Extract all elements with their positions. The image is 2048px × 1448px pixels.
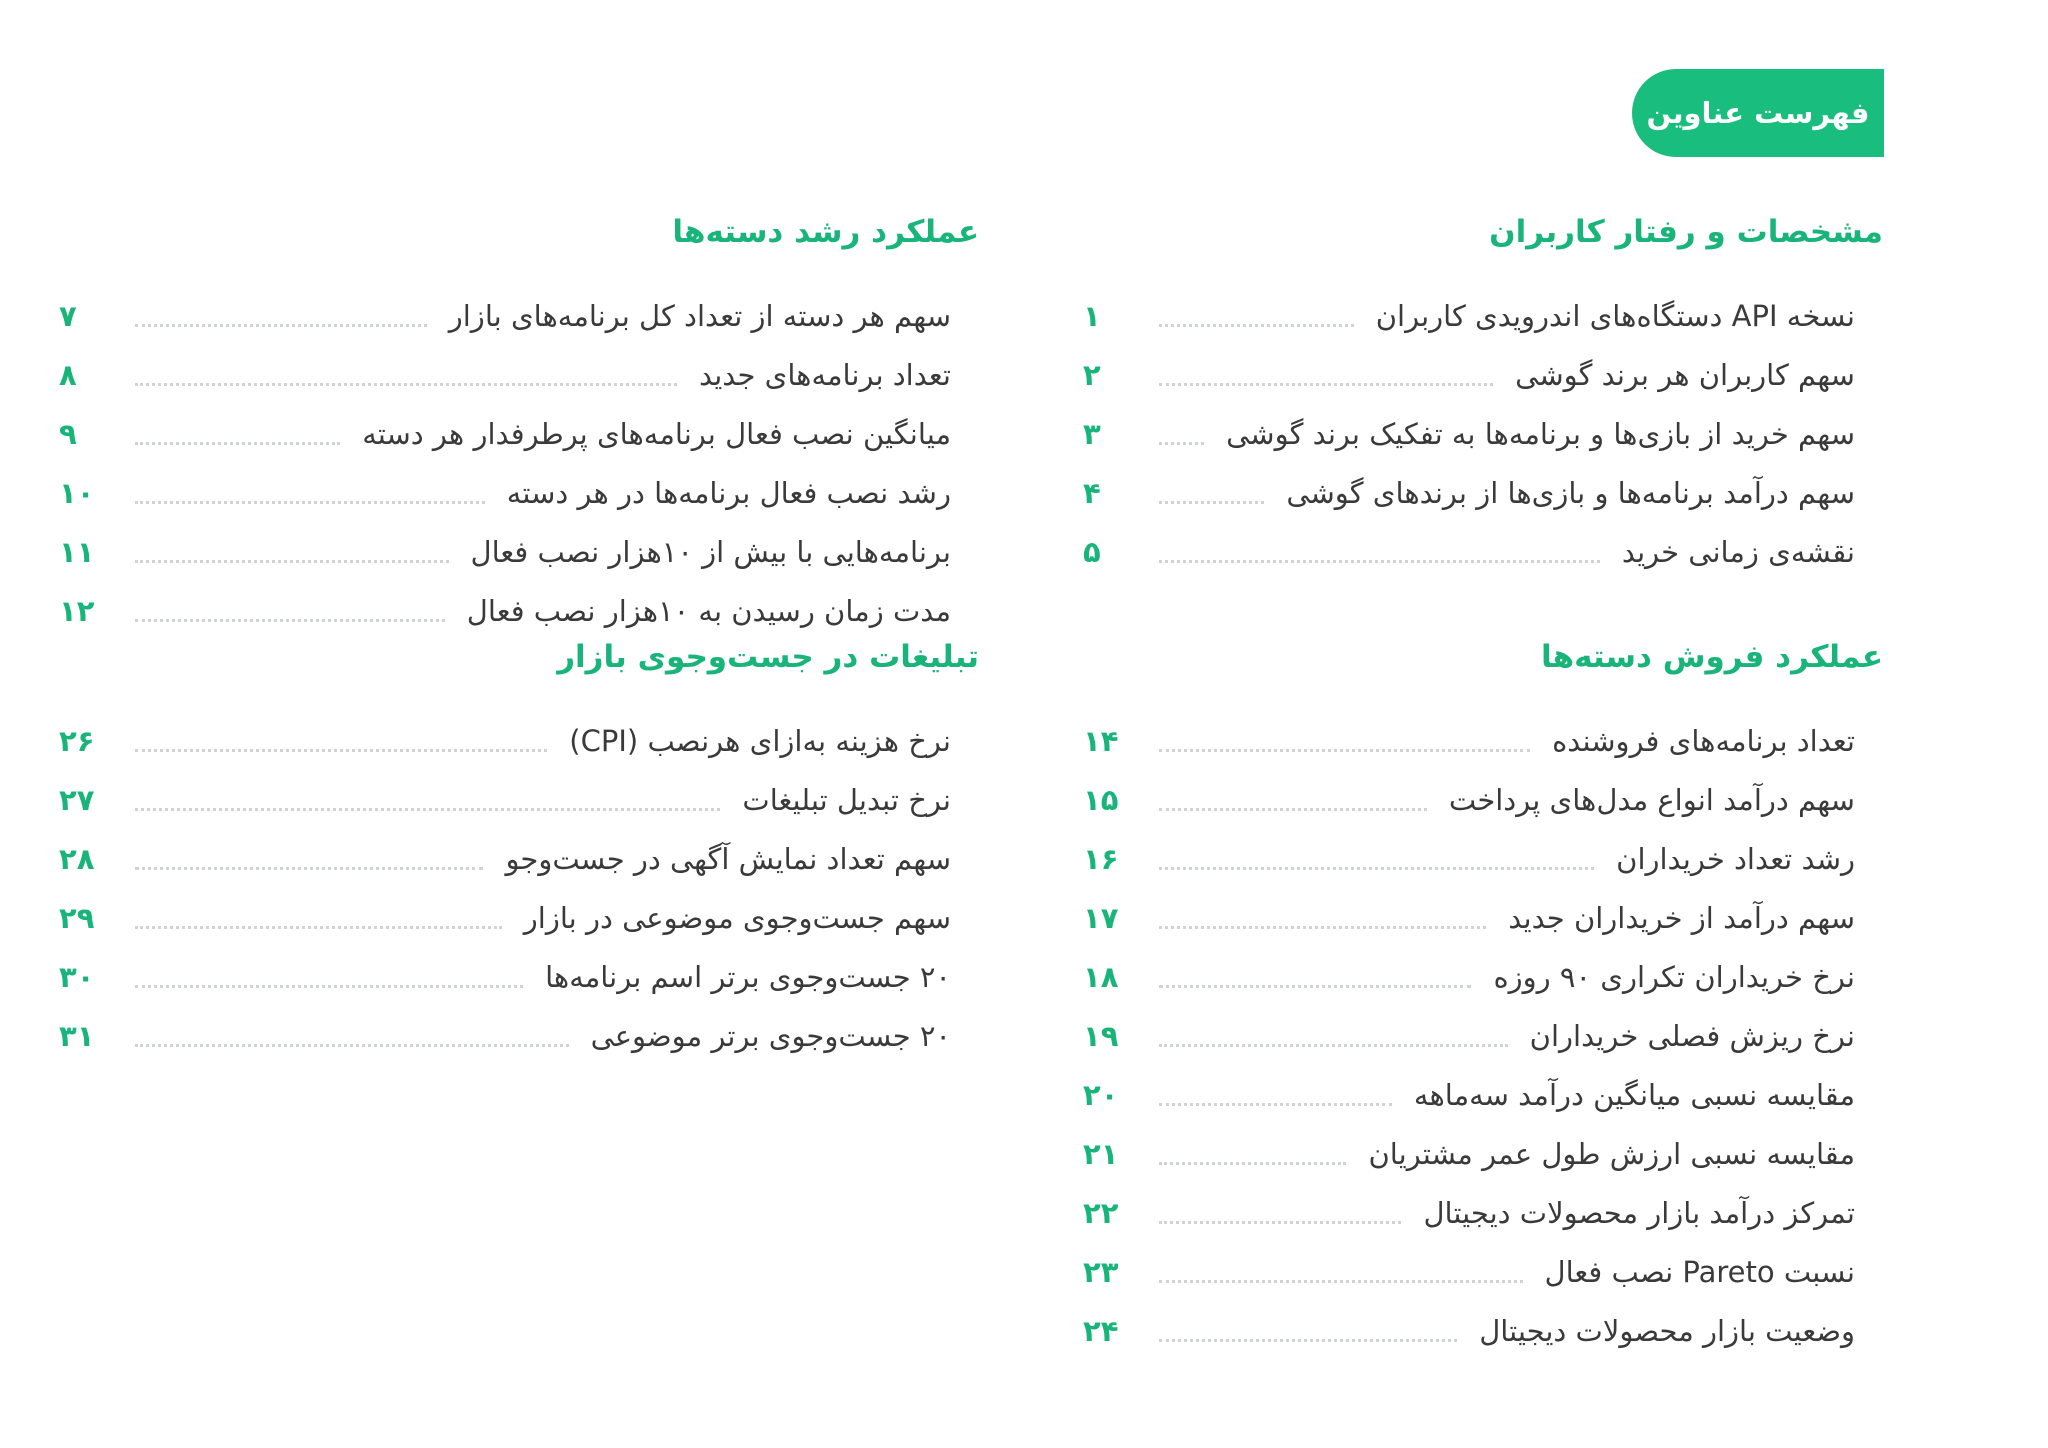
toc-entry[interactable] [1083,829,1883,888]
toc-list [1083,286,1883,581]
toc-page-number: ۴ [1083,475,1101,510]
toc-page-number: ۳ [1083,416,1101,451]
toc-page-number: ۱۲ [59,593,95,628]
toc-page-number: ۲۱ [1083,1136,1119,1171]
toc-entry[interactable] [1083,1242,1883,1301]
toc-page-number: ۲۰ [1083,1077,1119,1112]
dotted-leader [135,985,523,988]
dotted-leader [135,1044,569,1047]
toc-entry-title: نرخ تبدیل تبلیغات [742,782,951,817]
dotted-leader [1159,985,1471,988]
toc-entry[interactable] [1083,1065,1883,1124]
toc-entry-title: سهم کاربران هر برند گوشی [1515,357,1855,392]
dotted-leader [1159,1162,1346,1165]
toc-page-number: ۲۴ [1083,1313,1119,1348]
toc-entry-title: تعداد برنامه‌های جدید [698,357,951,392]
toc-entry[interactable] [59,404,979,463]
dotted-leader [1159,560,1600,563]
toc-entry[interactable] [59,947,979,1006]
toc-entry-title: ۲۰ جست‌وجوی برتر موضوعی [590,1018,951,1053]
dotted-leader [135,501,485,504]
dotted-leader [135,324,427,327]
toc-entry-title: تعداد برنامه‌های فروشنده [1552,723,1855,758]
section-user-behavior [1083,212,1883,581]
toc-entry-title: رشد نصب فعال برنامه‌ها در هر دسته [506,475,951,510]
toc-page-number: ۲۸ [59,841,95,876]
dotted-leader [135,749,547,752]
toc-entry[interactable] [1083,463,1883,522]
section-title: عملکرد فروش دسته‌ها [1540,639,1883,675]
toc-page-number: ۱۵ [1083,782,1119,817]
toc-entry-title: سهم درآمد انواع مدل‌های پرداخت [1448,782,1855,817]
section-title: عملکرد رشد دسته‌ها [672,214,979,250]
toc-entry[interactable] [59,286,979,345]
toc-entry-title: میانگین نصب فعال برنامه‌های پرطرفدار هر دسته [362,416,951,451]
section-search-ads [59,637,979,1065]
toc-entry[interactable] [1083,1301,1883,1360]
toc-entry-title: مقایسه نسبی ارزش طول عمر مشتریان [1368,1136,1855,1171]
toc-entry[interactable] [1083,345,1883,404]
toc-entry[interactable] [1083,711,1883,770]
dotted-leader [135,383,677,386]
toc-page-number: ۲۶ [59,723,95,758]
section-category-sales [1083,637,1883,1360]
toc-entry[interactable] [1083,1124,1883,1183]
toc-entry[interactable] [59,770,979,829]
toc-page-number: ۱۴ [1083,723,1119,758]
toc-page-number: ۳۰ [59,959,95,994]
dotted-leader [1159,1044,1508,1047]
dotted-leader [1159,926,1486,929]
toc-entry-title: سهم خرید از بازی‌ها و برنامه‌ها به تفکیک برند گوشی [1226,416,1855,451]
toc-page-number: ۱۶ [1083,841,1119,876]
dotted-leader [1159,867,1594,870]
toc-entry-title: سهم هر دسته از تعداد کل برنامه‌های بازار [448,298,951,333]
toc-entry-title: سهم تعداد نمایش آگهی در جست‌وجو [505,841,951,876]
toc-entry-title: نسخه API دستگاه‌های اندرویدی کاربران [1375,298,1855,333]
toc-page-number: ۵ [1083,534,1101,569]
toc-page-number: ۳۱ [59,1018,95,1053]
toc-entry-title: نسبت Pareto نصب فعال [1544,1254,1855,1289]
dotted-leader [1159,1280,1523,1283]
dotted-leader [1159,324,1354,327]
toc-entry-title: برنامه‌هایی با بیش از ۱۰هزار نصب فعال [470,534,951,569]
toc-page-number: ۲۹ [59,900,95,935]
toc-entry[interactable] [1083,1183,1883,1242]
dotted-leader [1159,808,1427,811]
toc-page-number: ۱ [1083,298,1101,333]
toc-badge: فهرست عناوین [1632,69,1884,157]
toc-entry[interactable] [59,829,979,888]
dotted-leader [1159,383,1493,386]
toc-entry[interactable] [1083,1006,1883,1065]
toc-entry[interactable] [59,581,979,640]
dotted-leader [1159,442,1204,445]
dotted-leader [135,926,502,929]
toc-entry[interactable] [1083,770,1883,829]
toc-entry-title: نرخ ریزش فصلی خریداران [1529,1018,1855,1053]
dotted-leader [1159,1339,1457,1342]
toc-entry[interactable] [1083,522,1883,581]
toc-entry-title: سهم درآمد برنامه‌ها و بازی‌ها از برندهای گوشی [1286,475,1855,510]
dotted-leader [1159,501,1264,504]
section-title: مشخصات و رفتار کاربران [1489,214,1883,250]
toc-entry[interactable] [59,711,979,770]
dotted-leader [1159,1103,1392,1106]
dotted-leader [1159,749,1530,752]
dotted-leader [135,867,483,870]
toc-entry-title: تمرکز درآمد بازار محصولات دیجیتال [1423,1195,1855,1230]
dotted-leader [1159,1221,1401,1224]
toc-entry[interactable] [1083,286,1883,345]
toc-list [1083,711,1883,1360]
toc-page-number: ۲۷ [59,782,95,817]
toc-page-number: ۷ [59,298,77,333]
toc-entry-title: مقایسه نسبی میانگین درآمد سه‌ماهه [1413,1077,1855,1112]
dotted-leader [135,442,340,445]
toc-entry[interactable] [59,463,979,522]
toc-list [59,711,979,1065]
dotted-leader [135,808,720,811]
toc-entry[interactable] [59,1006,979,1065]
toc-entry-title: مدت زمان رسیدن به ۱۰هزار نصب فعال [466,593,951,628]
toc-page-number: ۱۹ [1083,1018,1119,1053]
section-title: تبلیغات در جست‌وجوی بازار [557,639,979,675]
toc-entry[interactable] [59,522,979,581]
toc-entry-title: سهم درآمد از خریداران جدید [1508,900,1855,935]
section-category-growth [59,212,979,640]
toc-page-number: ۸ [59,357,77,392]
toc-page-number: ۱۱ [59,534,95,569]
toc-entry[interactable] [59,345,979,404]
toc-entry-title: سهم جست‌وجوی موضوعی در بازار [523,900,951,935]
toc-entry-title: ۲۰ جست‌وجوی برتر اسم برنامه‌ها [545,959,951,994]
toc-page-number: ۹ [59,416,77,451]
toc-page-number: ۱۸ [1083,959,1119,994]
toc-entry-title: نقشه‌ی زمانی خرید [1621,534,1855,569]
dotted-leader [135,560,449,563]
toc-list [59,286,979,640]
toc-entry-title: رشد تعداد خریداران [1616,841,1855,876]
toc-page-number: ۱۰ [59,475,95,510]
toc-entry[interactable] [1083,888,1883,947]
toc-page-number: ۲۳ [1083,1254,1119,1289]
toc-page-number: ۱۷ [1083,900,1119,935]
toc-entry-title: وضعیت بازار محصولات دیجیتال [1479,1313,1855,1348]
dotted-leader [135,619,445,622]
toc-entry[interactable] [59,888,979,947]
toc-page-number: ۲ [1083,357,1101,392]
toc-entry-title: نرخ هزینه به‌ازای هرنصب (CPI) [569,723,951,758]
toc-entry[interactable] [1083,947,1883,1006]
toc-entry[interactable] [1083,404,1883,463]
toc-page-number: ۲۲ [1083,1195,1119,1230]
toc-entry-title: نرخ خریداران تکراری ۹۰ روزه [1493,959,1855,994]
